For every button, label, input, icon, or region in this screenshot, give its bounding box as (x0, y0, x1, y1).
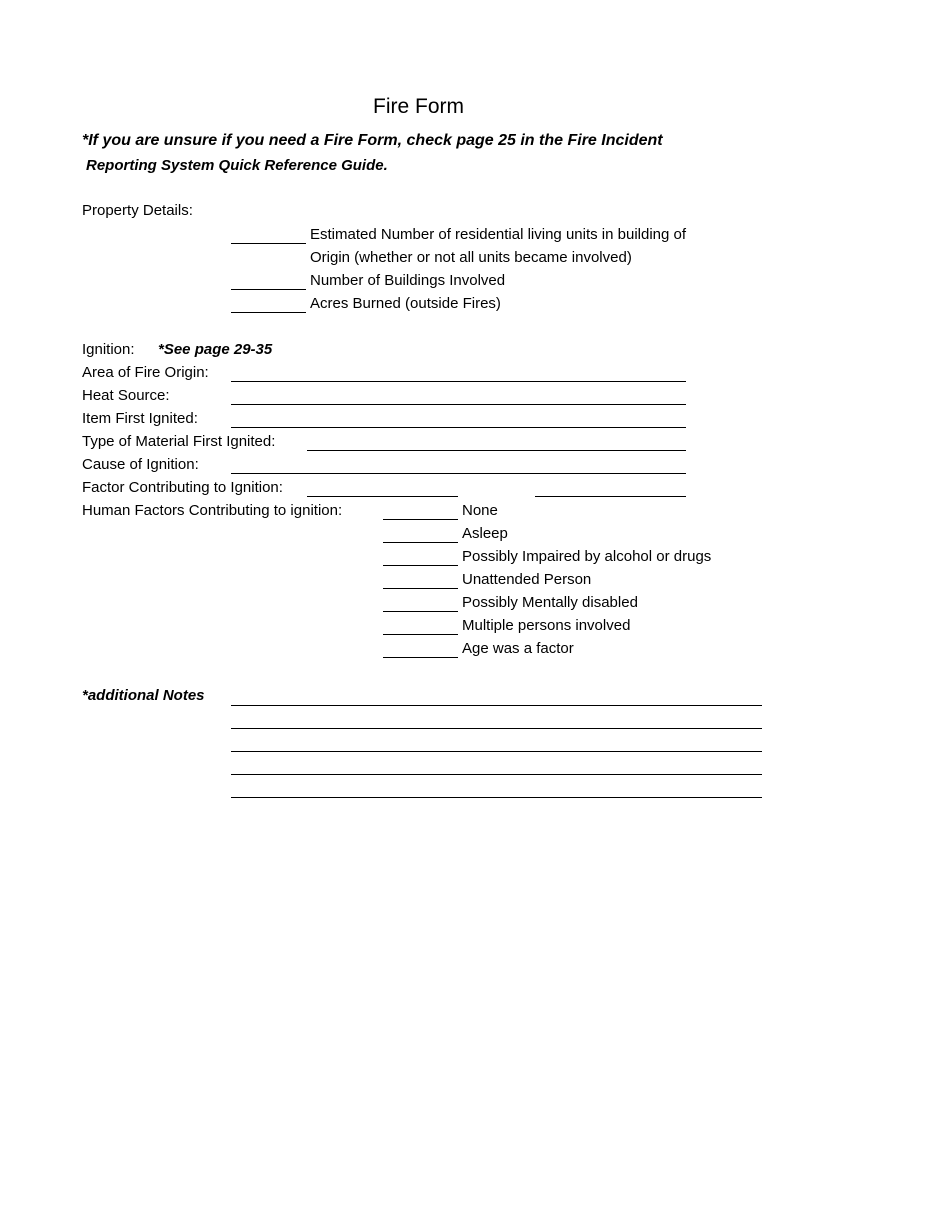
human-factor-field[interactable] (383, 519, 458, 520)
acres-label: Acres Burned (outside Fires) (310, 295, 501, 312)
human-factor-option: Unattended Person (462, 571, 592, 588)
additional-notes-label: *additional Notes (82, 687, 205, 704)
property-details-heading: Property Details: (82, 202, 193, 219)
see-page-note: *See page 29-35 (158, 341, 273, 358)
buildings-field[interactable] (231, 289, 306, 290)
human-factors-label: Human Factors Contributing to ignition: (82, 502, 343, 519)
cause-field[interactable] (231, 473, 686, 474)
human-factor-option: Possibly Mentally disabled (462, 594, 638, 611)
notes-line[interactable] (231, 797, 762, 798)
factor-field-2[interactable] (535, 496, 686, 497)
human-factor-option: Possibly Impaired by alcohol or drugs (462, 548, 712, 565)
human-factor-field[interactable] (383, 611, 458, 612)
heat-source-field[interactable] (231, 404, 686, 405)
factor-label: Factor Contributing to Ignition: (82, 479, 283, 496)
item-first-ignited-field[interactable] (231, 427, 686, 428)
units-label-1: Estimated Number of residential living units in building of (310, 226, 687, 243)
human-factor-field[interactable] (383, 588, 458, 589)
notes-line[interactable] (231, 705, 762, 706)
units-label-2: Origin (whether or not all units became involved) (310, 249, 632, 266)
units-field[interactable] (231, 243, 306, 244)
human-factor-option: Multiple persons involved (462, 617, 631, 634)
notice-line-2: Reporting System Quick Reference Guide. (86, 157, 388, 174)
material-field[interactable] (307, 450, 686, 451)
buildings-label: Number of Buildings Involved (310, 272, 506, 289)
notice-line-1: *If you are unsure if you need a Fire Form, check page 25 in the Fire Incident (82, 132, 663, 149)
notes-line[interactable] (231, 728, 762, 729)
heat-source-label: Heat Source: (82, 387, 170, 404)
material-label: Type of Material First Ignited: (82, 433, 276, 450)
human-factor-field[interactable] (383, 542, 458, 543)
human-factor-field[interactable] (383, 634, 458, 635)
human-factor-option: None (462, 502, 498, 519)
human-factor-field[interactable] (383, 565, 458, 566)
page-title: Fire Form (373, 95, 464, 118)
notes-line[interactable] (231, 751, 762, 752)
ignition-heading: Ignition: (82, 341, 135, 358)
human-factor-field[interactable] (383, 657, 458, 658)
cause-label: Cause of Ignition: (82, 456, 199, 473)
area-origin-field[interactable] (231, 381, 686, 382)
notes-line[interactable] (231, 774, 762, 775)
factor-field-1[interactable] (307, 496, 458, 497)
area-origin-label: Area of Fire Origin: (82, 364, 209, 381)
item-first-ignited-label: Item First Ignited: (82, 410, 198, 427)
human-factor-option: Age was a factor (462, 640, 574, 657)
human-factor-option: Asleep (462, 525, 508, 542)
acres-field[interactable] (231, 312, 306, 313)
